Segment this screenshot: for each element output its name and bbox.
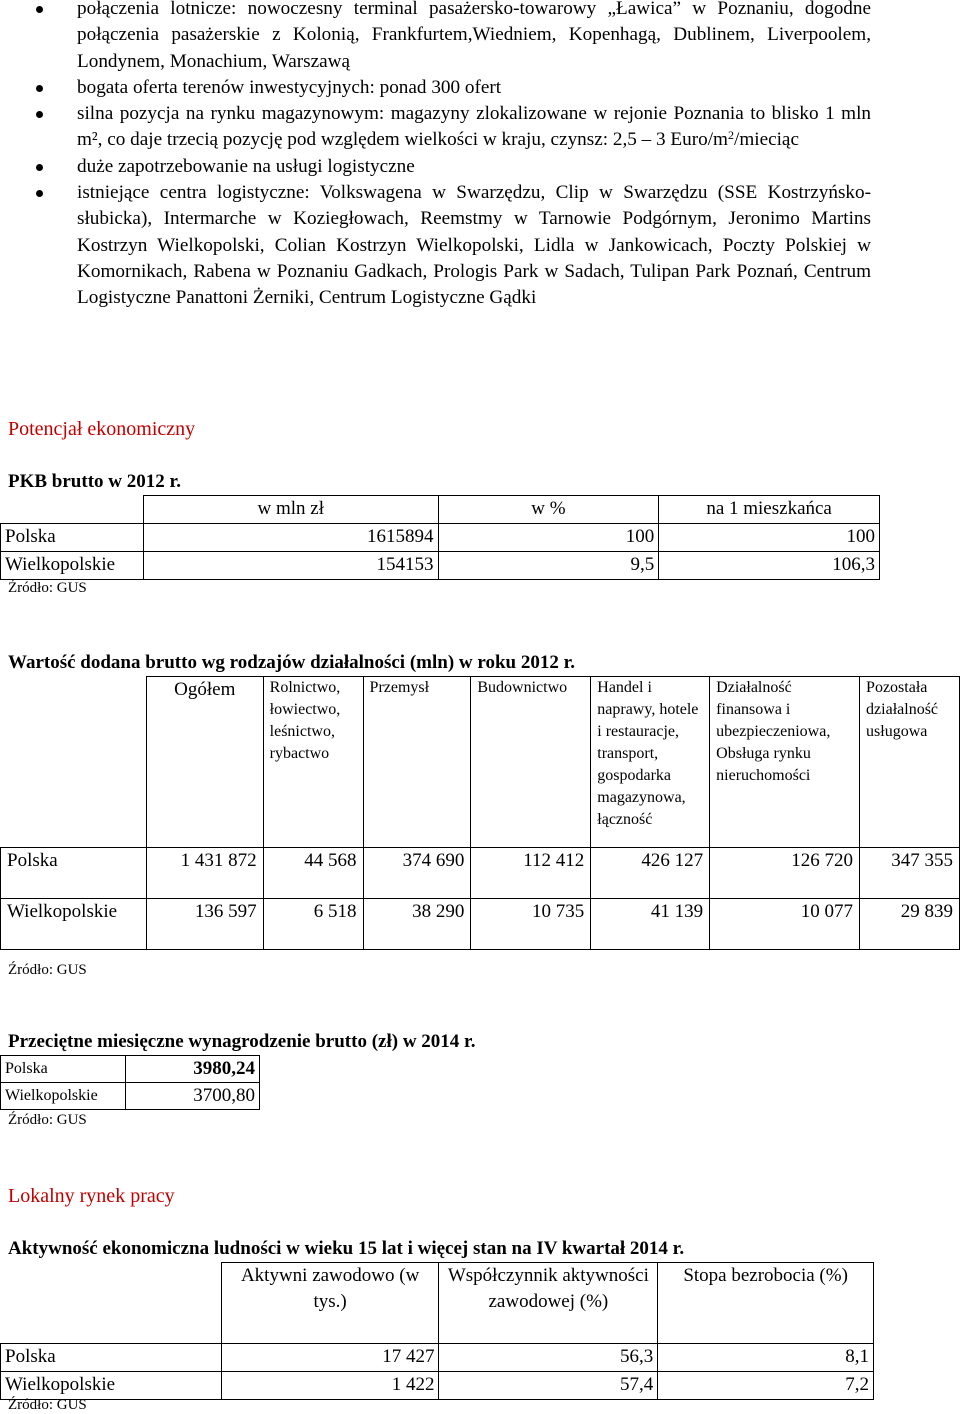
source-note: Źródło: GUS <box>8 962 87 978</box>
table-cell: 3980,24 <box>125 1056 259 1083</box>
table-cell: 426 127 <box>591 848 710 899</box>
section-title-labour-market: Lokalny rynek pracy <box>8 1185 175 1207</box>
column-header: Działalność finansowa i ubezpieczeniowa, Obsługa rynku nieruchomości <box>710 677 860 848</box>
table-cell: 10 077 <box>710 899 860 950</box>
value-added-table <box>0 676 960 950</box>
table-header-row <box>1 1263 874 1344</box>
table-row <box>1 1056 260 1083</box>
row-label: Wielkopolskie <box>1 1371 222 1399</box>
row-label: Wielkopolskie <box>1 899 147 950</box>
list-item <box>0 154 960 180</box>
bullet-icon <box>36 85 43 92</box>
column-header: Budownictwo <box>471 677 591 848</box>
table-row <box>1 1371 874 1399</box>
table-cell: 106,3 <box>659 552 880 580</box>
column-header: Ogółem <box>146 677 263 848</box>
table-cell: 112 412 <box>471 848 591 899</box>
bullet-text: bogata oferta terenów inwestycyjnych: ponad 300 ofert <box>77 76 502 98</box>
table-cell: 3700,80 <box>125 1083 259 1110</box>
bullet-text-tail: /mieciąc <box>733 129 799 151</box>
table-cell: 9,5 <box>438 552 659 580</box>
list-item <box>0 75 960 101</box>
table-cell: 136 597 <box>146 899 263 950</box>
column-header: Rolnictwo, łowiectwo, leśnictwo, rybactwo <box>263 677 363 848</box>
salary-title: Przeciętne miesięczne wynagrodzenie brutto (zł) w 2014 r. <box>8 1031 476 1052</box>
row-label: Polska <box>1 524 144 552</box>
bullet-text: duże zapotrzebowanie na usługi logistyczne <box>77 155 415 177</box>
bullet-text: połączenia lotnicze: nowoczesny terminal pasażersko-towarowy „Ławica” w Poznaniu, dogodne połączenia pasażerskie z Kolonią, Frankfurtem,Wiedniem, Kopenhagą, Dublinem, Liverpoolem, Londynem, Monachium, Warszawą <box>77 0 871 72</box>
source-note: Źródło: GUS <box>8 1397 87 1413</box>
salary-table <box>0 1055 260 1110</box>
source-note: Źródło: GUS <box>8 1112 87 1128</box>
activity-table <box>0 1262 874 1400</box>
table-cell: 29 839 <box>860 899 960 950</box>
table-cell: 1615894 <box>143 524 438 552</box>
table-cell: 126 720 <box>710 848 860 899</box>
table-cell: 7,2 <box>658 1371 874 1399</box>
value-added-title: Wartość dodana brutto wg rodzajów działalności (mln) w roku 2012 r. <box>8 652 576 673</box>
table-header-row <box>1 677 960 848</box>
bullet-icon <box>36 164 43 171</box>
list-item <box>0 180 960 311</box>
table-row <box>1 1343 874 1371</box>
row-label: Polska <box>1 1056 126 1083</box>
table-cell: 1 422 <box>221 1371 439 1399</box>
table-cell: 57,4 <box>439 1371 658 1399</box>
bullet-text: istniejące centra logistyczne: Volkswagena w Swarzędzu, Clip w Swarzędzu (SSE Kostrzyńsko-słubicka), Intermarche w Koziegłowach, Reemstmy w Tarnowie Podgórnym, Jeronimo Martins Kostrzyn Wielkopolski, Colian Kostrzyn Wielkopolski, Lidla w Jankowicach, Poczty Polskiej w Komornikach, Rabena w Poznaniu Gadkach, Prologis Park w Sadach, Tulipan Park Poznań, Centrum Logistyczne Panattoni Żerniki, Centrum Logistyczne Gądki <box>77 182 871 309</box>
section-title-economic: Potencjał ekonomiczny <box>8 418 196 440</box>
list-item <box>0 0 960 75</box>
table-cell-empty <box>1 677 147 848</box>
column-header: Pozostała działalność usługowa <box>860 677 960 848</box>
row-label: Wielkopolskie <box>1 552 144 580</box>
column-header: Handel i naprawy, hotele i restauracje, transport, gospodarka magazynowa, łączność <box>591 677 710 848</box>
table-cell: 6 518 <box>263 899 363 950</box>
column-header: w mln zł <box>143 496 438 524</box>
table-row <box>1 524 880 552</box>
bullet-icon <box>36 111 43 118</box>
column-header: Aktywni zawodowo (w tys.) <box>221 1263 439 1344</box>
bullet-icon <box>36 190 43 197</box>
table-cell: 8,1 <box>658 1343 874 1371</box>
bullet-icon <box>36 6 43 13</box>
column-header: Współczynnik aktywności zawodowej (%) <box>439 1263 658 1344</box>
table-cell-empty <box>1 496 144 524</box>
column-header: Przemysł <box>363 677 471 848</box>
list-item <box>0 101 960 154</box>
bullet-list <box>0 0 960 312</box>
table-header-row <box>1 496 880 524</box>
table-cell: 44 568 <box>263 848 363 899</box>
source-note: Źródło: GUS <box>8 580 87 596</box>
pkb-title: PKB brutto w 2012 r. <box>8 471 181 492</box>
table-cell: 38 290 <box>363 899 471 950</box>
bullet-text: silna pozycja na rynku magazynowym: magazyny zlokalizowane w rejonie Poznania to blisko 1 mln m², co daje trzecią pozycję pod względem wielkości w kraju, czynsz: 2,5 – 3 Euro/m <box>77 103 871 151</box>
table-cell: 10 735 <box>471 899 591 950</box>
table-cell: 1 431 872 <box>146 848 263 899</box>
table-cell: 374 690 <box>363 848 471 899</box>
column-header: Stopa bezrobocia (%) <box>658 1263 874 1344</box>
table-row <box>1 899 960 950</box>
row-label: Wielkopolskie <box>1 1083 126 1110</box>
column-header: na 1 mieszkańca <box>659 496 880 524</box>
table-cell-empty <box>1 1263 222 1344</box>
superscript: 2 <box>727 128 734 143</box>
pkb-table <box>0 495 880 580</box>
table-row <box>1 848 960 899</box>
column-header: w % <box>438 496 659 524</box>
table-cell: 347 355 <box>860 848 960 899</box>
table-cell: 17 427 <box>221 1343 439 1371</box>
row-label: Polska <box>1 1343 222 1371</box>
row-label: Polska <box>1 848 147 899</box>
activity-title: Aktywność ekonomiczna ludności w wieku 15 lat i więcej stan na IV kwartał 2014 r. <box>8 1238 685 1259</box>
table-row <box>1 1083 260 1110</box>
table-cell: 100 <box>438 524 659 552</box>
table-cell: 154153 <box>143 552 438 580</box>
table-cell: 41 139 <box>591 899 710 950</box>
table-cell: 56,3 <box>439 1343 658 1371</box>
table-row <box>1 552 880 580</box>
table-cell: 100 <box>659 524 880 552</box>
